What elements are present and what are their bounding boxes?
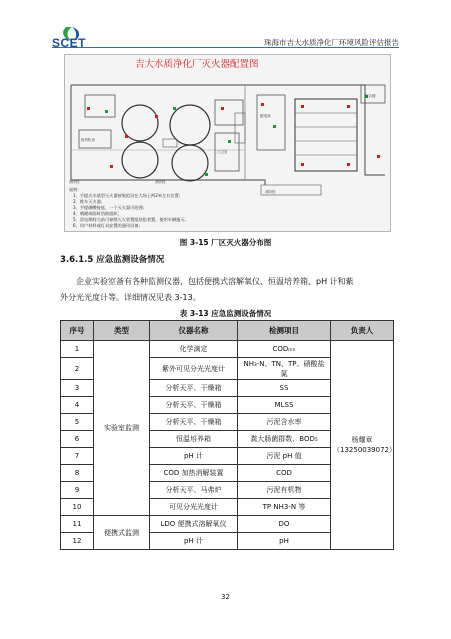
figure-caption: 图 3-15 厂区灭火器分布图 <box>179 238 272 247</box>
page-number: 32 <box>221 593 230 601</box>
row-number: 5 <box>61 414 94 431</box>
svg-text:配电间: 配电间 <box>260 114 271 118</box>
column-header: 类型 <box>94 321 150 341</box>
row-number: 11 <box>61 516 94 533</box>
extinguisher-layout-figure <box>64 54 391 232</box>
person-phone: （13250039072） <box>333 446 396 454</box>
column-header: 仪器名称 <box>150 321 238 341</box>
instrument-cell: LDO 便携式溶解氧仪 <box>150 516 238 533</box>
column-header: 序号 <box>61 321 94 341</box>
table-caption: 表 3-13 应急监测设备情况 <box>179 309 272 318</box>
type-cell: 实验室监测 <box>94 341 150 516</box>
row-number: 1 <box>61 341 94 358</box>
row-number: 3 <box>61 380 94 397</box>
svg-text:4、哦暖或临时消防组织；: 4、哦暖或临时消防组织； <box>73 211 122 216</box>
table-header-row <box>61 321 394 341</box>
svg-text:消防栓: 消防栓 <box>69 180 80 184</box>
instrument-cell: 恒温培养箱 <box>150 431 238 448</box>
instrument-cell: 分析天平、干燥箱 <box>150 397 238 414</box>
item-cell: MLSS <box>238 397 331 414</box>
svg-text:门卫室: 门卫室 <box>217 150 228 154</box>
instrument-cell: pH 计 <box>150 448 238 465</box>
row-number: 2 <box>61 358 94 380</box>
table-row <box>61 341 394 358</box>
header-title: 珠海市吉大水质净化厂环境风险评估报告 <box>264 38 399 47</box>
item-cell: COD <box>238 465 331 482</box>
section-heading: 3.6.1.5 应急监测设备情况 <box>60 255 165 265</box>
instrument-cell: 分析天平、干燥箱 <box>150 380 238 397</box>
svg-text:6、用户材料或灯具安置的通风设备；: 6、用户材料或灯具安置的通风设备； <box>73 223 143 228</box>
instrument-cell: 化学滴定 <box>150 341 238 358</box>
item-cell: CODₘₙ <box>238 341 331 358</box>
row-number: 8 <box>61 465 94 482</box>
svg-text:5、雷电期间当前可参照灭火装置组装组装置，使用车辆施灭；: 5、雷电期间当前可参照灭火装置组装组装置，使用车辆施灭； <box>73 217 189 222</box>
svg-text:综合楼: 综合楼 <box>365 94 376 98</box>
column-header: 负责人 <box>331 321 394 341</box>
item-cell: NH₃-N、TN、TP、硝酸盐氮 <box>238 358 331 380</box>
row-number: 4 <box>61 397 94 414</box>
instrument-cell: COD 加热消解装置 <box>150 465 238 482</box>
row-number: 9 <box>61 482 94 499</box>
item-cell: 污泥 pH 值 <box>238 448 331 465</box>
item-cell: 污泥含水率 <box>238 414 331 431</box>
header-rule <box>52 47 399 48</box>
item-cell: 粪大肠菌群数、BOD₅ <box>238 431 331 448</box>
drawing-title: 吉大水质净化厂灭火器配置图 <box>135 59 259 70</box>
item-cell: SS <box>238 380 331 397</box>
instrument-cell: 分析天平、干燥箱 <box>150 414 238 431</box>
svg-text:鼓风机房: 鼓风机房 <box>81 138 95 142</box>
row-number: 7 <box>61 448 94 465</box>
column-header: 检测项目 <box>238 321 331 341</box>
site-plan-drawing <box>65 55 391 232</box>
instrument-cell: 紫外可见分光光度计 <box>150 358 238 380</box>
svg-text:1、手提式水基型灭火器按规范设在大场上两2米左右位置；: 1、手提式水基型灭火器按规范设在大场上两2米左右位置； <box>73 193 184 198</box>
item-cell: 污泥有机物 <box>238 482 331 499</box>
monitoring-equipment-table <box>60 320 394 550</box>
row-number: 6 <box>61 431 94 448</box>
row-number: 10 <box>61 499 94 516</box>
row-number: 12 <box>61 533 94 550</box>
svg-text:2、推车灭火器；: 2、推车灭火器； <box>73 199 105 204</box>
svg-text:3、手提磷酸铵盐、一个灭火器可处理；: 3、手提磷酸铵盐、一个灭火器可处理； <box>73 205 147 210</box>
instrument-cell: pH 计 <box>150 533 238 550</box>
item-cell: DO <box>238 516 331 533</box>
item-cell: TP NH3-N 等 <box>238 499 331 516</box>
svg-text:消防栓: 消防栓 <box>265 190 276 194</box>
instrument-cell: 分析天平、马弗炉 <box>150 482 238 499</box>
svg-text:消防栓: 消防栓 <box>155 180 166 184</box>
person-name: 杨耀章 <box>351 436 373 444</box>
svg-text:说明：: 说明： <box>69 187 82 192</box>
body-paragraph-line-2: 外分光光度计等。详细情况见表 3-13。 <box>60 293 201 302</box>
logo-text: SCET <box>52 36 87 50</box>
instrument-cell: 可见分光光度计 <box>150 499 238 516</box>
item-cell: pH <box>238 533 331 550</box>
body-paragraph-line-1: 企业实验室备有各种监测仪器，包括便携式溶解氧仪、恒温培养箱、pH 计和紫 <box>76 277 354 286</box>
responsible-person-cell <box>331 341 394 550</box>
type-cell: 便携式监测 <box>94 516 150 550</box>
